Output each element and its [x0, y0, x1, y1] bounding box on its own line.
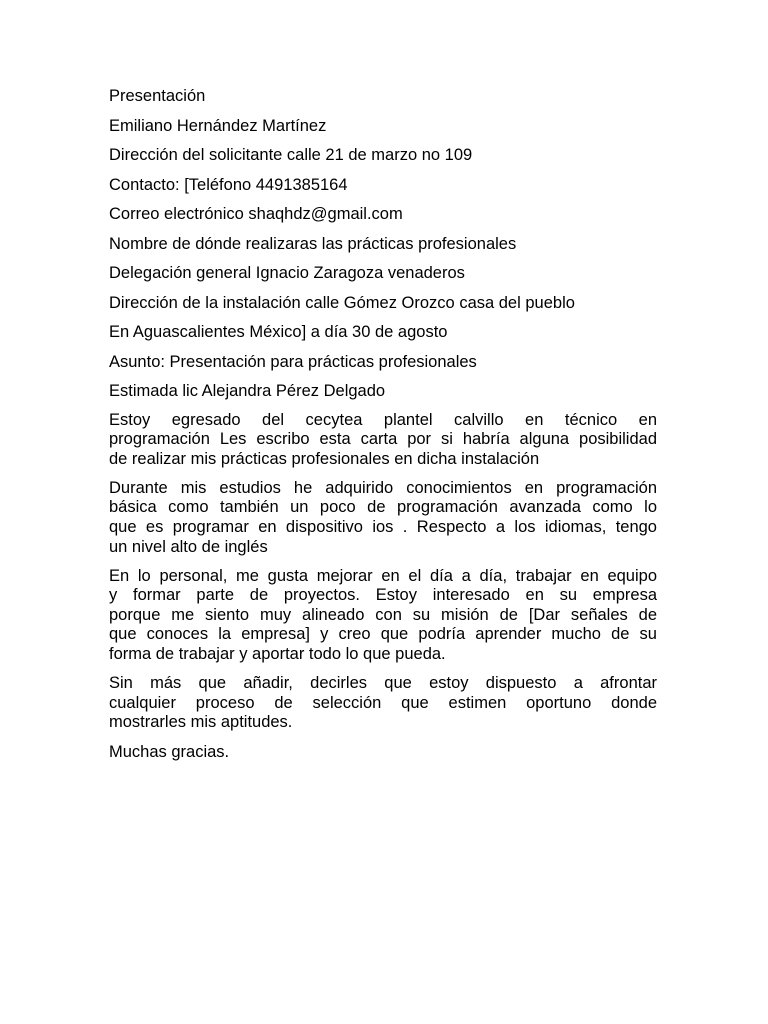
location-date: En Aguascalientes México] a día 30 de agosto: [109, 323, 448, 341]
paragraph-closing: [109, 674, 657, 733]
salutation: Estimada lic Alejandra Pérez Delgado: [109, 382, 386, 400]
delegation-name: Delegación general Ignacio Zaragoza venaderos: [109, 264, 465, 282]
paragraph-line: programación Les escribo esta carta por si habría alguna posibilidad: [109, 430, 657, 449]
paragraph-studies: [109, 479, 657, 557]
subject-line: Asunto: Presentación para prácticas profesionales: [109, 352, 477, 371]
paragraph-line: Estoy egresado del cecytea plantel calvillo en técnico en: [109, 410, 657, 429]
paragraph-intro: [109, 411, 657, 470]
internship-place-label: Nombre de dónde realizaras las prácticas profesionales: [109, 234, 517, 253]
paragraph-line: mostrarles mis aptitudes.: [109, 713, 293, 732]
paragraph-line: forma de trabajar y aportar todo lo que pueda.: [109, 645, 446, 664]
contact-email: Correo electrónico shaqhdz@gmail.com: [109, 205, 403, 223]
facility-address: Dirección de la instalación calle Gómez Orozco casa del pueblo: [109, 293, 575, 312]
paragraph-line: básica como también un poco de programación avanzada como lo: [109, 498, 657, 517]
applicant-address: Dirección del solicitante calle 21 de marzo no 109: [109, 146, 473, 164]
paragraph-personal: [109, 567, 657, 665]
contact-phone: Contacto: [Teléfono 4491385164: [109, 175, 348, 194]
paragraph-line: que es programar en dispositivo ios . Respecto a los idiomas, tengo: [109, 517, 657, 536]
paragraph-line: Sin más que añadir, decirles que estoy dispuesto a afrontar: [109, 674, 657, 693]
letter-body: [109, 86, 657, 772]
paragraph-line: Durante mis estudios he adquirido conocimientos en programación: [109, 478, 657, 497]
paragraph-line: cualquier proceso de selección que estimen oportuno donde: [109, 693, 657, 712]
sign-off: Muchas gracias.: [109, 743, 230, 762]
paragraph-line: y formar parte de proyectos. Estoy interesado en su empresa: [109, 586, 657, 605]
paragraph-line: En lo personal, me gusta mejorar en el día a día, trabajar en equipo: [109, 566, 657, 585]
heading-presentation: Presentación: [109, 87, 206, 105]
paragraph-line: porque me siento muy alineado con su misión de [Dar señales de: [109, 605, 657, 624]
applicant-name: Emiliano Hernández Martínez: [109, 116, 327, 135]
paragraph-line: un nivel alto de inglés: [109, 537, 268, 556]
paragraph-line: de realizar mis prácticas profesionales en dicha instalación: [109, 449, 540, 468]
paragraph-line: que conoces la empresa] y creo que podría aprender mucho de su: [109, 625, 657, 644]
